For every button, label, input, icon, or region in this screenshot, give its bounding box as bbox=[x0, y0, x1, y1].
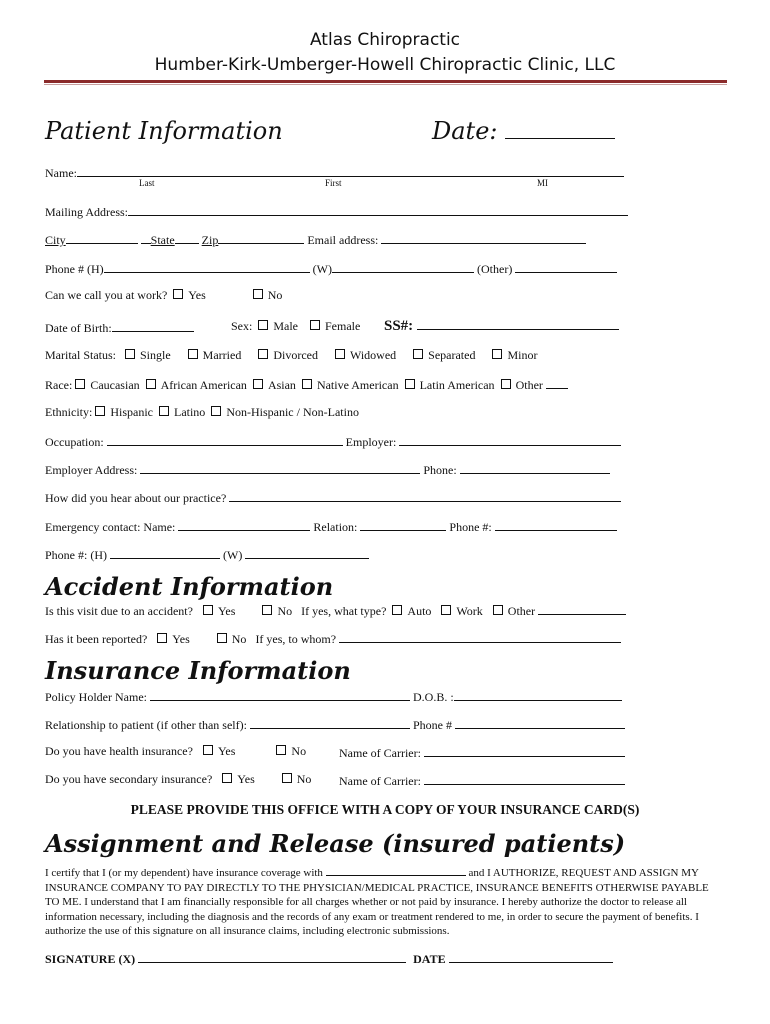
sex-row bbox=[231, 319, 360, 333]
emergency-row[interactable] bbox=[45, 518, 617, 534]
accident-auto-checkbox[interactable] bbox=[392, 605, 402, 615]
accident-reported-row bbox=[45, 630, 621, 646]
sex-male-label: Male bbox=[273, 319, 298, 333]
marital-divorced-checkbox[interactable] bbox=[258, 349, 268, 359]
phone-h-label: Phone # (H) bbox=[45, 262, 104, 276]
insurance-phone-line[interactable] bbox=[455, 716, 625, 729]
ethnicity-non-hispanic-label: Non-Hispanic / Non-Latino bbox=[226, 405, 359, 419]
ethnicity-non-hispanic-checkbox[interactable] bbox=[211, 406, 221, 416]
reported-no-checkbox[interactable] bbox=[217, 633, 227, 643]
zip-line[interactable] bbox=[218, 231, 304, 244]
relation-label: Relation: bbox=[313, 520, 358, 534]
accident-reported-label: Has it been reported? bbox=[45, 632, 148, 646]
section-title-assignment: Assignment and Release (insured patients) bbox=[45, 829, 626, 858]
accident-no-checkbox[interactable] bbox=[262, 605, 272, 615]
relationship-row[interactable] bbox=[45, 716, 625, 732]
accident-work-label: Work bbox=[456, 604, 483, 618]
race-other-checkbox[interactable] bbox=[501, 379, 511, 389]
secondary-carrier-line[interactable] bbox=[424, 772, 625, 785]
race-native-american-checkbox[interactable] bbox=[302, 379, 312, 389]
ethnicity-hispanic-label: Hispanic bbox=[110, 405, 153, 419]
name-label: Name: bbox=[45, 166, 77, 180]
insurance-company-line[interactable] bbox=[326, 865, 466, 876]
hear-row[interactable] bbox=[45, 489, 621, 505]
race-caucasian-checkbox[interactable] bbox=[75, 379, 85, 389]
assignment-text-start: I certify that I (or my dependent) have insurance coverage with bbox=[45, 867, 323, 879]
health-carrier-label: Name of Carrier: bbox=[339, 746, 421, 760]
race-latin-american-label: Latin American bbox=[419, 378, 495, 392]
relationship-label: Relationship to patient (if other than self): bbox=[45, 718, 247, 732]
hear-label: How did you hear about our practice? bbox=[45, 491, 227, 505]
marital-row bbox=[45, 348, 537, 362]
policy-dob-label: D.O.B. : bbox=[412, 690, 454, 704]
call-work-row bbox=[45, 288, 282, 302]
health-no-checkbox[interactable] bbox=[276, 745, 286, 755]
employer-line[interactable] bbox=[399, 433, 621, 446]
accident-work-checkbox[interactable] bbox=[441, 605, 451, 615]
section-title-accident: Accident Information bbox=[45, 572, 334, 601]
marital-minor-label: Minor bbox=[507, 348, 538, 362]
dob-line[interactable] bbox=[112, 319, 194, 332]
emergency-phone-row[interactable] bbox=[45, 546, 369, 562]
employer-address-label: Employer Address: bbox=[45, 463, 138, 477]
employer-address-line[interactable] bbox=[140, 461, 420, 474]
signature-date-label: DATE bbox=[413, 952, 446, 966]
accident-other-line[interactable] bbox=[538, 602, 626, 615]
race-asian-label: Asian bbox=[267, 378, 296, 392]
relationship-line[interactable] bbox=[250, 716, 410, 729]
ss-line[interactable] bbox=[417, 315, 619, 330]
mailing-line[interactable] bbox=[128, 203, 628, 216]
signature-row[interactable] bbox=[45, 950, 613, 966]
email-line[interactable] bbox=[381, 231, 586, 244]
dob-field[interactable] bbox=[45, 319, 194, 335]
signature-line[interactable] bbox=[138, 950, 406, 963]
accident-yes-label: Yes bbox=[217, 604, 236, 618]
ss-field[interactable] bbox=[384, 315, 619, 335]
emergency-label: Emergency contact: Name: bbox=[45, 520, 176, 534]
call-work-no-label: No bbox=[267, 288, 283, 302]
assignment-paragraph bbox=[45, 865, 725, 939]
sex-male-checkbox[interactable] bbox=[258, 320, 268, 330]
marital-minor-checkbox[interactable] bbox=[492, 349, 502, 359]
policy-holder-line[interactable] bbox=[150, 688, 410, 701]
mailing-address-field[interactable] bbox=[45, 203, 628, 219]
accident-no-label: No bbox=[277, 604, 293, 618]
phone-other-line[interactable] bbox=[515, 260, 617, 273]
emergency-phone-line[interactable] bbox=[495, 518, 617, 531]
marital-single-checkbox[interactable] bbox=[125, 349, 135, 359]
emergency-phone-h-label: Phone #: (H) bbox=[45, 548, 107, 562]
policy-dob-line[interactable] bbox=[454, 688, 622, 701]
marital-single-label: Single bbox=[140, 348, 171, 362]
race-latin-american-checkbox[interactable] bbox=[405, 379, 415, 389]
emergency-name-line[interactable] bbox=[178, 518, 310, 531]
relation-line[interactable] bbox=[360, 518, 446, 531]
secondary-carrier-label: Name of Carrier: bbox=[339, 774, 421, 788]
emergency-phone-w-line[interactable] bbox=[245, 546, 369, 559]
occupation-label: Occupation: bbox=[45, 435, 104, 449]
race-caucasian-label: Caucasian bbox=[90, 378, 140, 392]
reported-whom-label: If yes, to whom? bbox=[255, 632, 337, 646]
policy-holder-row[interactable] bbox=[45, 688, 622, 704]
ethnicity-hispanic-checkbox[interactable] bbox=[95, 406, 105, 416]
state-line[interactable] bbox=[175, 231, 199, 244]
health-insurance-row bbox=[45, 744, 306, 758]
race-native-american-label: Native American bbox=[316, 378, 399, 392]
sex-label: Sex: bbox=[231, 319, 253, 333]
marital-label: Marital Status: bbox=[45, 348, 116, 362]
header-divider bbox=[44, 80, 727, 83]
secondary-insurance-label: Do you have secondary insurance? bbox=[45, 772, 213, 786]
date-label: Date: bbox=[432, 117, 498, 145]
city-label: City bbox=[45, 233, 66, 247]
emergency-phone-h-line[interactable] bbox=[110, 546, 220, 559]
marital-divorced-label: Divorced bbox=[273, 348, 318, 362]
health-no-label: No bbox=[291, 744, 307, 758]
health-carrier-field[interactable] bbox=[339, 744, 625, 760]
occupation-line[interactable] bbox=[107, 433, 343, 446]
header-divider-thin bbox=[44, 84, 727, 85]
name-sub-mi: MI bbox=[537, 178, 548, 188]
race-african-american-label: African American bbox=[160, 378, 247, 392]
secondary-no-label: No bbox=[296, 772, 312, 786]
accident-other-checkbox[interactable] bbox=[493, 605, 503, 615]
policy-holder-label: Policy Holder Name: bbox=[45, 690, 147, 704]
employer-phone-label: Phone: bbox=[423, 463, 457, 477]
accident-visit-label: Is this visit due to an accident? bbox=[45, 604, 193, 618]
employer-label: Employer: bbox=[345, 435, 397, 449]
signature-label: SIGNATURE (X) bbox=[45, 952, 136, 966]
accident-type-label: If yes, what type? bbox=[301, 604, 387, 618]
marital-separated-label: Separated bbox=[428, 348, 476, 362]
race-asian-checkbox[interactable] bbox=[253, 379, 263, 389]
city-line[interactable] bbox=[66, 231, 138, 244]
signature-date-line[interactable] bbox=[449, 950, 613, 963]
clinic-full-name: Humber-Kirk-Umberger-Howell Chiropractic Clinic, LLC bbox=[154, 55, 616, 75]
phone-other-label: (Other) bbox=[477, 262, 513, 276]
sex-female-label: Female bbox=[325, 319, 361, 333]
assignment-text-rest: and I AUTHORIZE, REQUEST AND ASSIGN MY INSURANCE COMPANY TO PAY DIRECTLY TO THE PHYSICIAN/MEDICAL PRACTICE, INSURANCE BENEFITS OTHERWISE PAYABLE TO ME. I understand that I am financially responsible for all charges whether or not paid by insurance. I hereby authorize the doctor to release all information necessary, including the diagnosis and the records of any exam or treatment rendered to me, in order to secure the payment of benefits. I authorize the use of this signature on all insurance claims, including electronic submissions. bbox=[45, 867, 709, 937]
dob-label: Date of Birth: bbox=[45, 321, 112, 335]
reported-whom-line[interactable] bbox=[339, 630, 621, 643]
reported-yes-label: Yes bbox=[172, 632, 190, 646]
insurance-card-notice: PLEASE PROVIDE THIS OFFICE WITH A COPY OF YOUR INSURANCE CARD(S) bbox=[130, 802, 640, 817]
secondary-insurance-row bbox=[45, 772, 311, 786]
marital-married-label: Married bbox=[202, 348, 242, 362]
secondary-yes-label: Yes bbox=[237, 772, 255, 786]
call-work-yes-checkbox[interactable] bbox=[173, 289, 183, 299]
name-line[interactable] bbox=[77, 164, 624, 177]
mailing-label: Mailing Address: bbox=[45, 205, 128, 219]
hear-line[interactable] bbox=[229, 489, 621, 502]
health-carrier-line[interactable] bbox=[424, 744, 625, 757]
accident-auto-label: Auto bbox=[407, 604, 432, 618]
date-field[interactable] bbox=[432, 117, 615, 145]
ss-label: SS#: bbox=[384, 318, 414, 334]
marital-separated-checkbox[interactable] bbox=[413, 349, 423, 359]
city-state-zip-row[interactable] bbox=[45, 231, 586, 247]
reported-yes-checkbox[interactable] bbox=[157, 633, 167, 643]
section-title-insurance: Insurance Information bbox=[45, 656, 351, 685]
section-title-patient: Patient Information bbox=[45, 117, 283, 145]
race-other-line[interactable] bbox=[546, 376, 568, 389]
name-sub-last: Last bbox=[139, 178, 155, 188]
sex-female-checkbox[interactable] bbox=[310, 320, 320, 330]
emergency-phone-w-label: (W) bbox=[223, 548, 243, 562]
emergency-phone-label: Phone #: bbox=[449, 520, 492, 534]
zip-label: Zip bbox=[201, 233, 219, 247]
call-work-no-checkbox[interactable] bbox=[253, 289, 263, 299]
employer-address-row[interactable] bbox=[45, 461, 610, 477]
date-line[interactable] bbox=[505, 126, 615, 139]
reported-no-label: No bbox=[231, 632, 247, 646]
ethnicity-row bbox=[45, 405, 359, 419]
secondary-yes-checkbox[interactable] bbox=[222, 773, 232, 783]
phone-row[interactable] bbox=[45, 260, 617, 276]
race-african-american-checkbox[interactable] bbox=[146, 379, 156, 389]
accident-other-label: Other bbox=[507, 604, 536, 618]
clinic-name: Atlas Chiropractic bbox=[309, 30, 461, 50]
call-work-label: Can we call you at work? bbox=[45, 288, 168, 302]
ethnicity-latino-label: Latino bbox=[173, 405, 206, 419]
health-yes-label: Yes bbox=[217, 744, 236, 758]
health-yes-checkbox[interactable] bbox=[203, 745, 213, 755]
race-other-label: Other bbox=[515, 378, 543, 392]
state-label: State bbox=[150, 233, 175, 247]
secondary-carrier-field[interactable] bbox=[339, 772, 625, 788]
insurance-phone-label: Phone # bbox=[412, 718, 452, 732]
marital-married-checkbox[interactable] bbox=[188, 349, 198, 359]
ethnicity-latino-checkbox[interactable] bbox=[159, 406, 169, 416]
occupation-row[interactable] bbox=[45, 433, 621, 449]
accident-yes-checkbox[interactable] bbox=[203, 605, 213, 615]
secondary-no-checkbox[interactable] bbox=[282, 773, 292, 783]
accident-visit-row bbox=[45, 602, 626, 618]
phone-w-label: (W) bbox=[312, 262, 332, 276]
marital-widowed-checkbox[interactable] bbox=[335, 349, 345, 359]
race-label: Race: bbox=[45, 378, 73, 392]
employer-phone-line[interactable] bbox=[460, 461, 610, 474]
call-work-yes-label: Yes bbox=[188, 288, 206, 302]
marital-widowed-label: Widowed bbox=[349, 348, 397, 362]
phone-w-line[interactable] bbox=[332, 260, 474, 273]
email-label: Email address: bbox=[307, 233, 379, 247]
race-row bbox=[45, 376, 568, 392]
health-insurance-label: Do you have health insurance? bbox=[45, 744, 193, 758]
phone-h-line[interactable] bbox=[104, 260, 310, 273]
ethnicity-label: Ethnicity: bbox=[45, 405, 93, 419]
name-sub-first: First bbox=[325, 178, 342, 188]
